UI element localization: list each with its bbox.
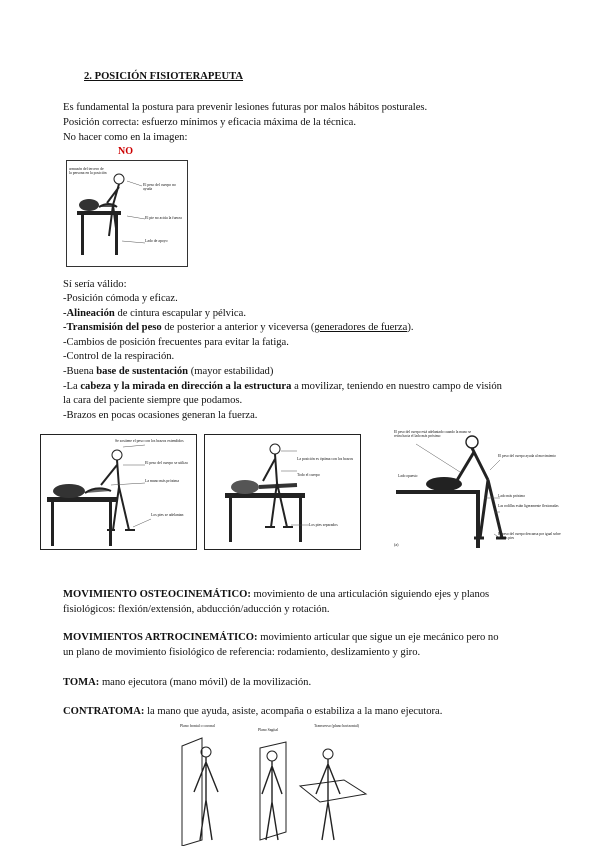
def-osteo-line-2: fisiológicos: flexión/extensión, abducción/aducción y rotación. — [63, 604, 330, 615]
def-toma-term: TOMA: — [63, 677, 100, 688]
plane-label-frontal: Plano frontal o coronal — [180, 724, 215, 728]
def-artro-text-1: movimiento articular que sigue un eje mecánico pero no — [257, 632, 499, 643]
intro-line-1: Es fundamental la postura para prevenir lesiones futuras por malos hábitos posturales. — [63, 102, 428, 113]
correct-posture-2-illustration — [205, 435, 360, 549]
valid-item-8: -Brazos en pocas ocasiones generan la fuerza. — [63, 410, 258, 421]
def-toma-text: mano ejecutora (mano móvil) de la movilización. — [99, 677, 312, 688]
valid-item-6 — [63, 365, 273, 380]
def-osteocinematico — [63, 587, 563, 617]
def-toma — [63, 675, 311, 690]
fig1-label-1: Se sostiene el peso con los brazos extendidos — [115, 439, 184, 443]
def-osteo-text-1: movimiento de una articulación siguiendo ejes y planos — [250, 589, 490, 600]
valid-item-3-text: de posterior a anterior y viceversa ( — [161, 322, 315, 333]
valid-item-1: -Posición cómoda y eficaz. — [63, 293, 178, 304]
figure-anatomical-planes — [168, 722, 378, 846]
figure-correct-posture-1 — [40, 434, 197, 550]
valid-item-6-text: (mayor estabilidad) — [188, 366, 274, 377]
fig3-label-3: El peso del cuerpo ayuda al movimiento — [498, 454, 556, 458]
valid-item-4: -Cambios de posición frecuentes para evitar la fatiga. — [63, 337, 289, 348]
plane-label-transverso: Transverso (plano horizontal) — [314, 724, 359, 728]
valid-item-3-bold: -Transmisión del peso — [63, 322, 162, 333]
fig1-label-4: Los pies se adelantan — [151, 513, 184, 517]
fig2-label-2: Todo el cuerpo — [297, 473, 320, 477]
figure-bad-posture — [66, 160, 188, 267]
intro-line-2: Posición correcta: esfuerzo mínimos y eficacia máxima de la técnica. — [63, 117, 356, 128]
anatomical-planes-illustration — [168, 722, 378, 846]
def-artro-line-1 — [63, 630, 563, 645]
no-label: NO — [118, 146, 133, 157]
section-heading: 2. POSICIÓN FISIOTERAPEUTA — [84, 71, 244, 82]
def-artro-line-2: un plano de movimiento fisiológico de referencia: rodamiento, deslizamiento y giro. — [63, 647, 421, 658]
def-osteo-term: MOVIMIENTO OSTEOCINEMÁTICO: — [63, 589, 251, 600]
valid-item-2-bold: -Alineación — [63, 308, 115, 319]
def-artrocinematico — [63, 630, 563, 660]
valid-item-3 — [63, 321, 414, 336]
def-artro-term: MOVIMIENTOS ARTROCINEMÁTICO: — [63, 632, 258, 643]
valid-item-6-pre: -Buena — [63, 366, 97, 377]
valid-item-7-bold: cabeza y la mirada en dirección a la estructura — [80, 381, 292, 392]
fig3-label-5: Las rodillas están ligeramente flexionadas — [498, 504, 559, 508]
valid-item-3-underline: generadores de fuerza — [314, 322, 408, 333]
def-contratoma-term: CONTRATOMA: — [63, 706, 145, 717]
valid-item-2-text: de cintura escapular y pélvica. — [114, 308, 246, 319]
fig-no-label-2: El peso del cuerpo no ayuda — [143, 183, 176, 191]
fig2-label-1: La posición es óptima con los brazos — [297, 457, 354, 461]
fig-no-label-4: Lado de apoyo — [145, 239, 168, 243]
bad-posture-illustration — [67, 161, 187, 266]
fig1-label-2: El peso del cuerpo se utiliza — [145, 461, 188, 465]
figure-correct-posture-3 — [376, 428, 566, 560]
fig3-label-4: Lado más próximo — [498, 494, 526, 498]
fig3-label-6: El peso del cuerpo descansa por igual sobre ambos pies — [498, 532, 561, 540]
valid-item-7-cont: la cara del paciente siempre que podamos. — [63, 395, 243, 406]
valid-item-2 — [63, 307, 246, 322]
valid-item-6-bold: base de sustentación — [96, 366, 189, 377]
intro-line-3: No hacer como en la imagen: — [63, 132, 188, 143]
valid-item-3-end: ). — [407, 322, 414, 333]
fig3-label-1: El peso del cuerpo está adelantado cuando la mano se retira hacia el lado más próximo — [394, 430, 472, 438]
valid-item-7-pre: -La — [63, 381, 81, 392]
valid-title: Sí sería válido: — [63, 279, 127, 290]
def-osteo-line-1 — [63, 587, 563, 602]
fig2-label-3: Los pies separados — [309, 523, 338, 527]
def-contratoma — [63, 704, 442, 719]
fig3-label-2: Lado opuesto — [398, 474, 418, 478]
valid-item-7 — [63, 380, 502, 395]
figure-correct-posture-2 — [204, 434, 361, 550]
def-contratoma-text: la mano que ayuda, asiste, acompaña o estabiliza a la mano ejecutora. — [144, 706, 443, 717]
fig-no-label-1: armazón del tercero de la persona en la posición — [69, 167, 107, 175]
valid-item-7-text: a movilizar, teniendo en nuestro campo de visión — [291, 381, 502, 392]
valid-item-5: -Control de la respiración. — [63, 351, 175, 362]
fig3-label-7: (a) — [394, 542, 399, 547]
fig1-label-3: La mano más próxima — [145, 479, 180, 483]
correct-posture-1-illustration — [41, 435, 196, 549]
plane-label-sagital: Plano Sagital — [258, 728, 279, 732]
fig-no-label-3: El pie no actúa la fuerza — [145, 216, 182, 220]
